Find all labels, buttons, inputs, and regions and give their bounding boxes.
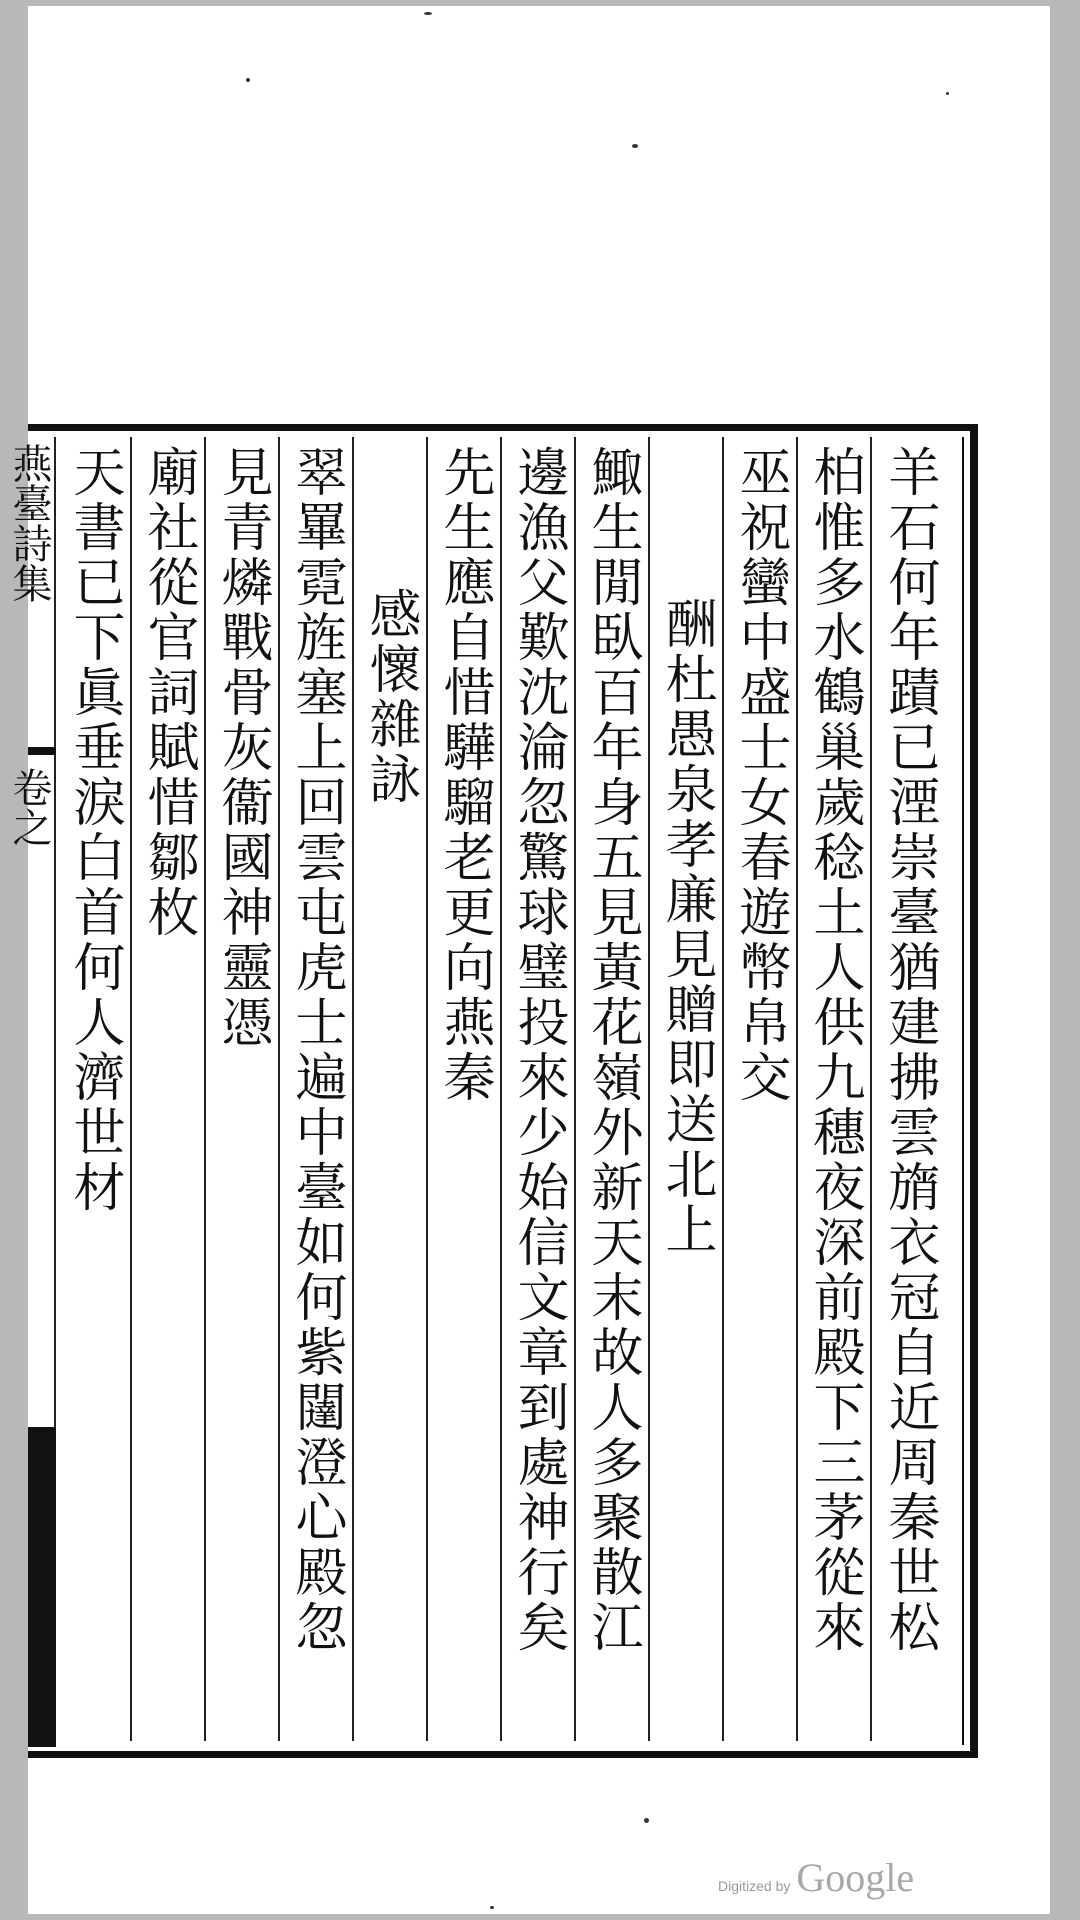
- column-text: 柏惟多水鶴巢歲稔土人供九穗夜深前殿下三茅從來: [804, 445, 864, 1655]
- column-text: 羊石何年蹟已湮崇臺猶建拂雲旓衣冠自近周秦世松: [879, 445, 939, 1655]
- book-page: [6, 6, 1050, 1914]
- column-text: 鯫生閒臥百年身五見黃花嶺外新天末故人多聚散江: [582, 445, 642, 1655]
- google-watermark: [718, 1854, 914, 1901]
- text-column-12: [58, 437, 132, 1741]
- text-column-4: [650, 437, 724, 1741]
- column-text: 見青燐戰骨灰衞國神靈憑: [212, 445, 272, 1050]
- ink-speck: [644, 1818, 649, 1823]
- text-column-8: [354, 437, 428, 1741]
- text-column-1: [872, 437, 946, 1741]
- text-column-5: [576, 437, 650, 1741]
- poem-title: 感懷雜詠: [360, 587, 420, 807]
- watermark-brand: Google: [796, 1855, 915, 1900]
- column-text: 翠罼霓旌塞上回雲屯虎士遍中臺如何紫闥澄心殿忽: [286, 445, 346, 1655]
- book-margin-column: [6, 437, 56, 1741]
- text-frame: [6, 424, 978, 1758]
- watermark-prefix: Digitized by: [718, 1878, 791, 1894]
- poem-title: 酬杜愚泉孝廉見贈即送北上: [656, 597, 716, 1257]
- margin-fishtail-mark: [28, 747, 56, 755]
- ink-speck: [490, 1906, 494, 1909]
- text-column-2: [798, 437, 872, 1741]
- column-text: 廟社從官詞賦惜鄒枚: [138, 445, 198, 940]
- frame-inner-rule: [962, 437, 964, 1745]
- margin-black-block: [28, 1427, 56, 1747]
- text-column-6: [502, 437, 576, 1741]
- margin-volume: 卷之: [6, 767, 52, 847]
- text-column-10: [206, 437, 280, 1741]
- column-text: 先生應自惜驊騮老更向燕秦: [434, 445, 494, 1105]
- text-column-9: [280, 437, 354, 1741]
- ink-speck: [946, 92, 949, 95]
- text-column-11: [132, 437, 206, 1741]
- column-text: 天書已下眞垂淚白首何人濟世材: [64, 445, 124, 1215]
- column-text: 巫祝蠻中盛士女春遊幣帛交: [730, 445, 790, 1105]
- ink-speck: [632, 144, 638, 148]
- ink-speck: [246, 78, 250, 82]
- text-column-7: [428, 437, 502, 1741]
- margin-title: 燕臺詩集: [6, 443, 52, 603]
- ink-speck: [424, 12, 432, 15]
- text-column-3: [724, 437, 798, 1741]
- column-text: 邊漁父歎沈淪忽驚球璧投來少始信文章到處神行矣: [508, 445, 568, 1655]
